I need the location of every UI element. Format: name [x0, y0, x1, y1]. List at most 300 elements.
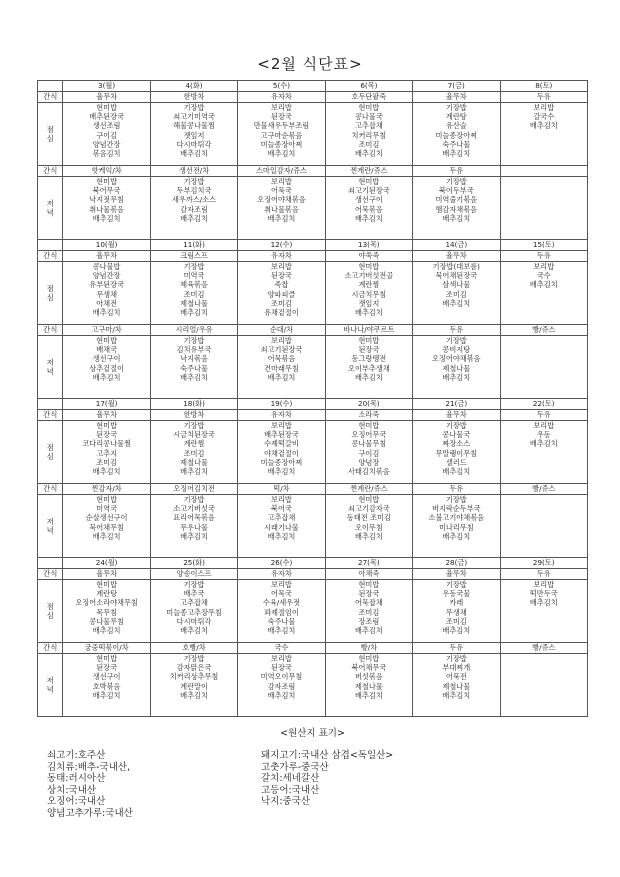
snack-cell: 율무차: [63, 569, 150, 580]
lunch-cell: [238, 262, 325, 325]
origin-item: 양념고추가루:국내산: [47, 807, 133, 819]
menu-item: 햄감자채볶음: [435, 204, 478, 214]
dinner-cell: [413, 177, 500, 240]
snack-cell: 율무차: [413, 92, 500, 103]
menu-item: 배추김치: [267, 149, 296, 159]
snack-cell: 순대/차: [238, 325, 325, 336]
menu-item: 조미김: [183, 289, 205, 299]
menu-item: 콩나물무침: [351, 439, 387, 449]
origin-title: <원산지 표기>: [280, 728, 345, 739]
date-cell: 25(화): [150, 558, 237, 569]
menu-item: 장조림: [358, 616, 380, 626]
date-cell: 21(금): [413, 399, 500, 410]
menu-item: 생선구이: [92, 354, 121, 364]
menu-item: 소불고기야채볶음: [428, 513, 485, 523]
snack-cell: 찐계란/쥬스: [325, 484, 412, 495]
menu-item: 치커리무침: [351, 130, 387, 140]
menu-item: 치커리상추무침: [169, 672, 219, 682]
menu-item: 목무침: [96, 607, 118, 617]
menu-item: 숙주나물: [442, 139, 471, 149]
lunch-cell: [413, 580, 500, 643]
lunch-cell: [500, 103, 587, 166]
snack-label: 간식: [38, 484, 63, 495]
snack-cell: 고구마/차: [63, 325, 150, 336]
menu-item: 기장밥: [183, 495, 205, 504]
menu-item: 된장국: [271, 663, 292, 673]
menu-item: 조미김: [445, 289, 467, 299]
snack-cell: 핫케익/차: [63, 166, 150, 177]
date-cell: 27(목): [325, 558, 412, 569]
menu-item: 양념간장: [92, 271, 121, 281]
origin-section: [37, 728, 588, 819]
menu-item: 미늘종고추장무침: [166, 607, 222, 617]
snack-label: 간식: [38, 166, 63, 177]
menu-item: 해물콩나물찜: [173, 121, 215, 131]
snack-cell: 호빵/차: [150, 643, 237, 654]
menu-item: 된장국: [271, 112, 292, 122]
menu-item: 기장밥: [445, 177, 467, 186]
dinner-label: 저녁: [38, 654, 63, 717]
snack-cell: 두유: [500, 410, 587, 421]
date-cell: 17(월): [63, 399, 150, 410]
menu-item: 기장밥: [445, 421, 467, 430]
snack-cell: 찐계란/쥬스: [325, 166, 412, 177]
menu-item: 된장국: [358, 345, 380, 355]
dinner-cell: [413, 336, 500, 399]
snack-cell: 빵/쥬스: [500, 643, 587, 654]
dinner-cell: [500, 495, 587, 558]
menu-item: 샐러드: [445, 457, 467, 467]
menu-item: 배추김치: [92, 213, 121, 223]
menu-item: 배추김치: [267, 531, 296, 541]
meal-table: [37, 80, 588, 717]
origin-item: 김치류:배추-국내산,: [47, 761, 131, 773]
menu-item: 제철나물: [180, 457, 208, 467]
menu-item: 콩나물국: [354, 112, 383, 122]
origin-item: 돼지고기:국내산 삼겹<독일산>: [261, 750, 394, 761]
snack-cell: 율무차: [63, 410, 150, 421]
dinner-cell: [500, 336, 587, 399]
date-cell: 14(금): [413, 240, 500, 251]
lunch-row: [38, 103, 588, 166]
date-cell: 28(금): [413, 558, 500, 569]
menu-item: 북어두부국: [438, 186, 474, 196]
menu-item: 현미밥: [358, 262, 380, 271]
menu-item: 배추김치: [442, 372, 471, 382]
snack-cell: 빵/차: [325, 643, 412, 654]
menu-item: 기장밥: [445, 654, 467, 663]
dinner-cell: [63, 495, 150, 558]
menu-item: 시금치무침: [351, 289, 387, 299]
menu-item: 미늘종장아찌: [260, 457, 303, 467]
menu-item: 배추김치: [180, 531, 208, 541]
afternoon-snack-row: [38, 166, 588, 177]
snack-cell: 두유: [413, 643, 500, 654]
menu-item: 배추김치: [442, 213, 471, 223]
menu-item: 기장밥: [183, 262, 205, 271]
snack-cell: 야쑥죽: [325, 251, 412, 262]
menu-item: 배추김치: [267, 467, 296, 477]
menu-item: 된장국: [96, 430, 118, 440]
lunch-cell: [238, 580, 325, 643]
menu-item: 잿잎지: [183, 130, 205, 140]
menu-item: 어묵전: [445, 672, 467, 682]
menu-item: 아채전: [96, 298, 118, 308]
menu-item: 현미밥: [358, 336, 380, 345]
dinner-cell: [63, 336, 150, 399]
snack-cell: 한방차: [150, 410, 237, 421]
date-cell: 12(수): [238, 240, 325, 251]
menu-item: 미역줄기볶음: [435, 195, 478, 205]
snack-cell: 두유: [500, 251, 587, 262]
menu-item: 어묵잡채: [354, 598, 383, 608]
menu-item: 보리밥: [271, 580, 292, 589]
lunch-cell: [325, 103, 412, 166]
menu-item: 콩나물무침: [89, 616, 124, 626]
date-row: [38, 399, 588, 410]
lunch-cell: [238, 103, 325, 166]
menu-item: 무우나물: [180, 522, 208, 532]
menu-item: 콩비지탕: [442, 345, 471, 355]
origin-item: 상치:국내산: [47, 784, 97, 796]
menu-item: 고구마순볶음: [260, 130, 303, 140]
menu-item: 배추김치: [442, 531, 471, 541]
date-cell: 6(목): [325, 81, 412, 92]
menu-item: 배추국: [183, 589, 205, 599]
menu-item: 계란탕: [445, 112, 467, 122]
menu-item: 표리어묵볶음: [173, 513, 215, 523]
snack-cell: 두유: [413, 166, 500, 177]
menu-item: 다시마튀각: [176, 139, 212, 149]
snack-cell: 오징어김치전: [150, 484, 237, 495]
origin-item: 쇠고기:호주산: [47, 750, 106, 761]
dinner-cell: [325, 654, 412, 717]
menu-item: 배추김치: [92, 531, 121, 541]
menu-item: 배추김치: [180, 690, 208, 700]
menu-item: 기장밥(대보름): [432, 262, 480, 271]
menu-item: 보리밥: [533, 421, 555, 430]
menu-item: 배추김치: [267, 690, 296, 700]
menu-item: 현미밥: [96, 495, 118, 504]
menu-item: 고추잡채: [267, 513, 296, 523]
afternoon-snack-row: [38, 325, 588, 336]
dinner-cell: [150, 177, 237, 240]
menu-item: 어묵볶음: [267, 354, 296, 364]
menu-item: 현미밥: [96, 654, 118, 663]
snack-cell: 두유: [500, 569, 587, 580]
menu-item: 상추겉절이: [89, 363, 124, 373]
dinner-cell: [63, 177, 150, 240]
date-row: [38, 81, 588, 92]
snack-label: 간식: [38, 410, 63, 421]
menu-item: 생선구이: [92, 672, 121, 682]
menu-item: 감자맑은국: [176, 663, 212, 673]
menu-item: 꽈제절임이: [264, 607, 299, 617]
menu-item: 족찹: [274, 280, 289, 290]
menu-item: 오이무침: [354, 522, 383, 532]
menu-item: 현미밥: [358, 421, 380, 430]
menu-item: 현미밥: [358, 177, 380, 186]
menu-item: 기장밥: [445, 336, 467, 345]
menu-item: 무말랭이무침: [435, 448, 478, 458]
dinner-cell: [150, 495, 237, 558]
lunch-cell: [150, 580, 237, 643]
dinner-cell: [150, 654, 237, 717]
menu-item: 기장밥: [183, 654, 205, 663]
menu-item: 소고기버섯전골: [344, 271, 394, 281]
date-cell: 18(화): [150, 399, 237, 410]
menu-item: 배추김치: [529, 439, 558, 449]
menu-item: 제철나물: [442, 363, 471, 373]
date-cell: 26(수): [238, 558, 325, 569]
dinner-cell: [325, 336, 412, 399]
snack-cell: 율무차: [63, 92, 150, 103]
lunch-cell: [500, 421, 587, 484]
menu-item: 미역국: [96, 504, 118, 514]
menu-item: 묵어채무침: [89, 522, 124, 532]
menu-item: 미역국: [183, 271, 205, 281]
menu-item: 국수: [536, 271, 551, 281]
date-cell: 7(금): [413, 81, 500, 92]
menu-item: 조미김: [271, 298, 292, 308]
menu-item: 오징어야채볶음: [432, 354, 481, 364]
lunch-cell: [413, 421, 500, 484]
menu-item: 현미밥: [96, 177, 118, 186]
menu-item: 배추김치: [529, 121, 558, 131]
menu-item: 기장밥: [445, 495, 467, 504]
snack-label: 간식: [38, 251, 63, 262]
menu-item: 현미밥: [358, 103, 380, 112]
menu-item: 미늘종장아찌: [260, 139, 303, 149]
date-row: [38, 240, 588, 251]
menu-item: 기장밥: [183, 177, 205, 186]
menu-item: 취나물볶음: [89, 204, 124, 214]
menu-item: 감자조림: [180, 204, 208, 214]
menu-item: 순살생선구이: [85, 513, 128, 523]
morning-snack-row: [38, 251, 588, 262]
menu-item: 쇠고기된장국: [260, 345, 303, 355]
menu-item: 배추김치: [267, 213, 296, 223]
menu-item: 배추김치: [442, 149, 471, 159]
morning-snack-row: [38, 410, 588, 421]
date-row-label: [38, 399, 63, 410]
menu-item: 제철나물: [442, 681, 471, 691]
lunch-cell: [63, 103, 150, 166]
menu-item: 보리밥: [533, 262, 555, 271]
menu-item: 배추된장국: [89, 112, 124, 122]
menu-item: 카레: [449, 598, 464, 608]
snack-cell: 아채죽: [325, 569, 412, 580]
menu-item: 감자조림: [267, 681, 296, 691]
menu-item: 건마래무침: [264, 363, 299, 373]
dinner-cell: [63, 654, 150, 717]
date-row-label: [38, 81, 63, 92]
menu-item: 숙주나물: [267, 616, 296, 626]
origin-item: 갈치:세네갈산: [261, 773, 320, 784]
lunch-label: 점심: [38, 103, 63, 166]
menu-item: 북어채무국: [351, 663, 387, 673]
menu-item: 배추김치: [354, 372, 383, 382]
menu-item: 쇠고기된장국: [348, 186, 390, 196]
menu-item: 어묵국: [271, 186, 292, 196]
origin-item: 낙지:중국산: [261, 796, 311, 807]
date-cell: 8(토): [500, 81, 587, 92]
snack-cell: 호두단팥죽: [325, 92, 412, 103]
menu-item: 배추김치: [529, 280, 558, 290]
snack-cell: 시리얼/우유: [150, 325, 237, 336]
date-cell: 22(토): [500, 399, 587, 410]
date-cell: 13(목): [325, 240, 412, 251]
menu-item: 시금치된장국: [173, 430, 215, 440]
menu-item: 구이김: [96, 130, 118, 140]
menu-item: 배추김치: [92, 308, 121, 318]
menu-item: 된장국: [271, 271, 292, 281]
menu-item: 보리밥: [271, 103, 292, 112]
menu-item: 보리밥: [533, 103, 555, 112]
date-row-label: [38, 558, 63, 569]
snack-cell: 생선전/차: [150, 166, 237, 177]
menu-item: 오징어야채볶음: [257, 195, 306, 205]
menu-item: 현미밥: [358, 580, 380, 589]
menu-item: 보리밥: [271, 336, 292, 345]
dinner-row: [38, 336, 588, 399]
menu-item: 고추지: [96, 448, 118, 458]
menu-item: 현미밥: [96, 103, 118, 112]
menu-item: 어묵볶음: [354, 204, 383, 214]
menu-item: 수육/새우젓: [262, 598, 301, 608]
menu-item: 배추김치: [354, 149, 383, 159]
menu-item: 배추김치: [180, 467, 208, 477]
menu-item: 배추김치: [354, 308, 383, 318]
lunch-cell: [413, 262, 500, 325]
menu-item: 생선조림: [92, 121, 121, 131]
menu-item: 조미김: [445, 616, 467, 626]
dinner-cell: [500, 177, 587, 240]
menu-item: 배추김치: [442, 626, 471, 636]
menu-item: 배추김치: [442, 298, 471, 308]
snack-cell: 두유: [413, 484, 500, 495]
menu-item: 제육볶음: [180, 280, 208, 290]
menu-item: 묵어채된장국: [435, 271, 478, 281]
dinner-cell: [413, 654, 500, 717]
snack-cell: 율무차: [413, 251, 500, 262]
snack-cell: 스마일감자/쥬스: [238, 166, 325, 177]
lunch-row: [38, 580, 588, 643]
dinner-cell: [238, 654, 325, 717]
menu-item: 어묵국: [271, 589, 292, 599]
page-title: <2월 식단표>: [257, 55, 363, 73]
snack-cell: 소라죽: [325, 410, 412, 421]
menu-item: 보리밥: [271, 177, 292, 186]
menu-item: 유채겉절이: [264, 308, 299, 318]
menu-item: 우동: [536, 430, 551, 440]
snack-cell: 빵/쥬스: [500, 325, 587, 336]
menu-item: 호박볶음: [92, 681, 121, 691]
menu-item: 배추김치: [354, 213, 383, 223]
lunch-row: [38, 262, 588, 325]
menu-item: 배추김치: [92, 372, 121, 382]
snack-cell: 율무차: [413, 410, 500, 421]
snack-cell: 떡/차: [238, 484, 325, 495]
menu-item: 버섯볶음: [354, 672, 383, 682]
menu-item: 낙지젓무침: [89, 195, 124, 205]
menu-item: 다시마튀각: [176, 616, 212, 626]
lunch-cell: [150, 103, 237, 166]
menu-item: 구이김: [358, 448, 380, 458]
menu-item: 조미김: [183, 448, 205, 458]
menu-item: 갈국수: [533, 112, 555, 122]
menu-item: 쇠고기감자국: [348, 504, 390, 514]
menu-item: 생선구이: [354, 195, 383, 205]
menu-item: 된장국: [96, 663, 118, 673]
menu-item: 취나물볶음: [264, 204, 299, 214]
date-cell: 24(월): [63, 558, 150, 569]
menu-item: 조미김: [358, 607, 380, 617]
snack-cell: 궁중떡볶이/차: [63, 643, 150, 654]
date-cell: 3(월): [63, 81, 150, 92]
menu-item: 동그랑땡전: [351, 354, 387, 364]
menu-item: 소고기버섯국: [173, 504, 215, 514]
menu-item: 우동국물: [442, 589, 471, 599]
snack-cell: [500, 166, 587, 177]
snack-cell: 찐감자/차: [63, 484, 150, 495]
origin-left-column: [47, 750, 133, 819]
snack-cell: 바나나/야쿠르트: [325, 325, 412, 336]
menu-item: 유부된장국: [89, 280, 124, 290]
lunch-cell: [150, 262, 237, 325]
lunch-cell: [325, 421, 412, 484]
menu-item: 계란말이: [180, 681, 208, 691]
dinner-row: [38, 495, 588, 558]
snack-label: 간식: [38, 92, 63, 103]
snack-cell: 유자차: [238, 569, 325, 580]
dinner-cell: [325, 495, 412, 558]
menu-item: 짜장소스: [442, 439, 471, 449]
snack-cell: 두유: [413, 325, 500, 336]
menu-item: 김치유부국: [176, 345, 212, 355]
menu-item: 배추김치: [92, 467, 121, 477]
menu-item: 수제떡갈비: [264, 439, 299, 449]
menu-item: 미역오이무침: [260, 672, 303, 682]
date-cell: 5(수): [238, 81, 325, 92]
menu-item: 배추김치: [180, 308, 208, 318]
date-cell: 15(토): [500, 240, 587, 251]
lunch-cell: [500, 262, 587, 325]
date-row-label: [38, 240, 63, 251]
snack-cell: 국수: [238, 643, 325, 654]
menu-item: 계란찜: [358, 280, 380, 290]
snack-cell: 한방차: [150, 92, 237, 103]
menu-item: 낙지볶음: [180, 354, 208, 364]
menu-item: 부대찌개: [442, 663, 471, 673]
date-row: [38, 558, 588, 569]
menu-item: 콩나물국: [442, 430, 471, 440]
menu-item: 배추김치: [442, 690, 471, 700]
menu-item: 북어무국: [92, 186, 121, 196]
menu-item: 배추김치: [442, 467, 471, 477]
morning-snack-row: [38, 569, 588, 580]
dinner-row: [38, 177, 588, 240]
origin-item: 동태:러시아산: [47, 773, 106, 784]
menu-item: 야채겉절이: [264, 448, 299, 458]
menu-item: 기장밥: [445, 103, 467, 112]
snack-cell: 빵/쥬스: [500, 484, 587, 495]
dinner-label: 저녁: [38, 177, 63, 240]
menu-item: 현미밥: [96, 421, 118, 430]
dinner-cell: [150, 336, 237, 399]
menu-item: 배추김치: [92, 690, 121, 700]
menu-item: 동태전 조미김: [346, 513, 391, 523]
